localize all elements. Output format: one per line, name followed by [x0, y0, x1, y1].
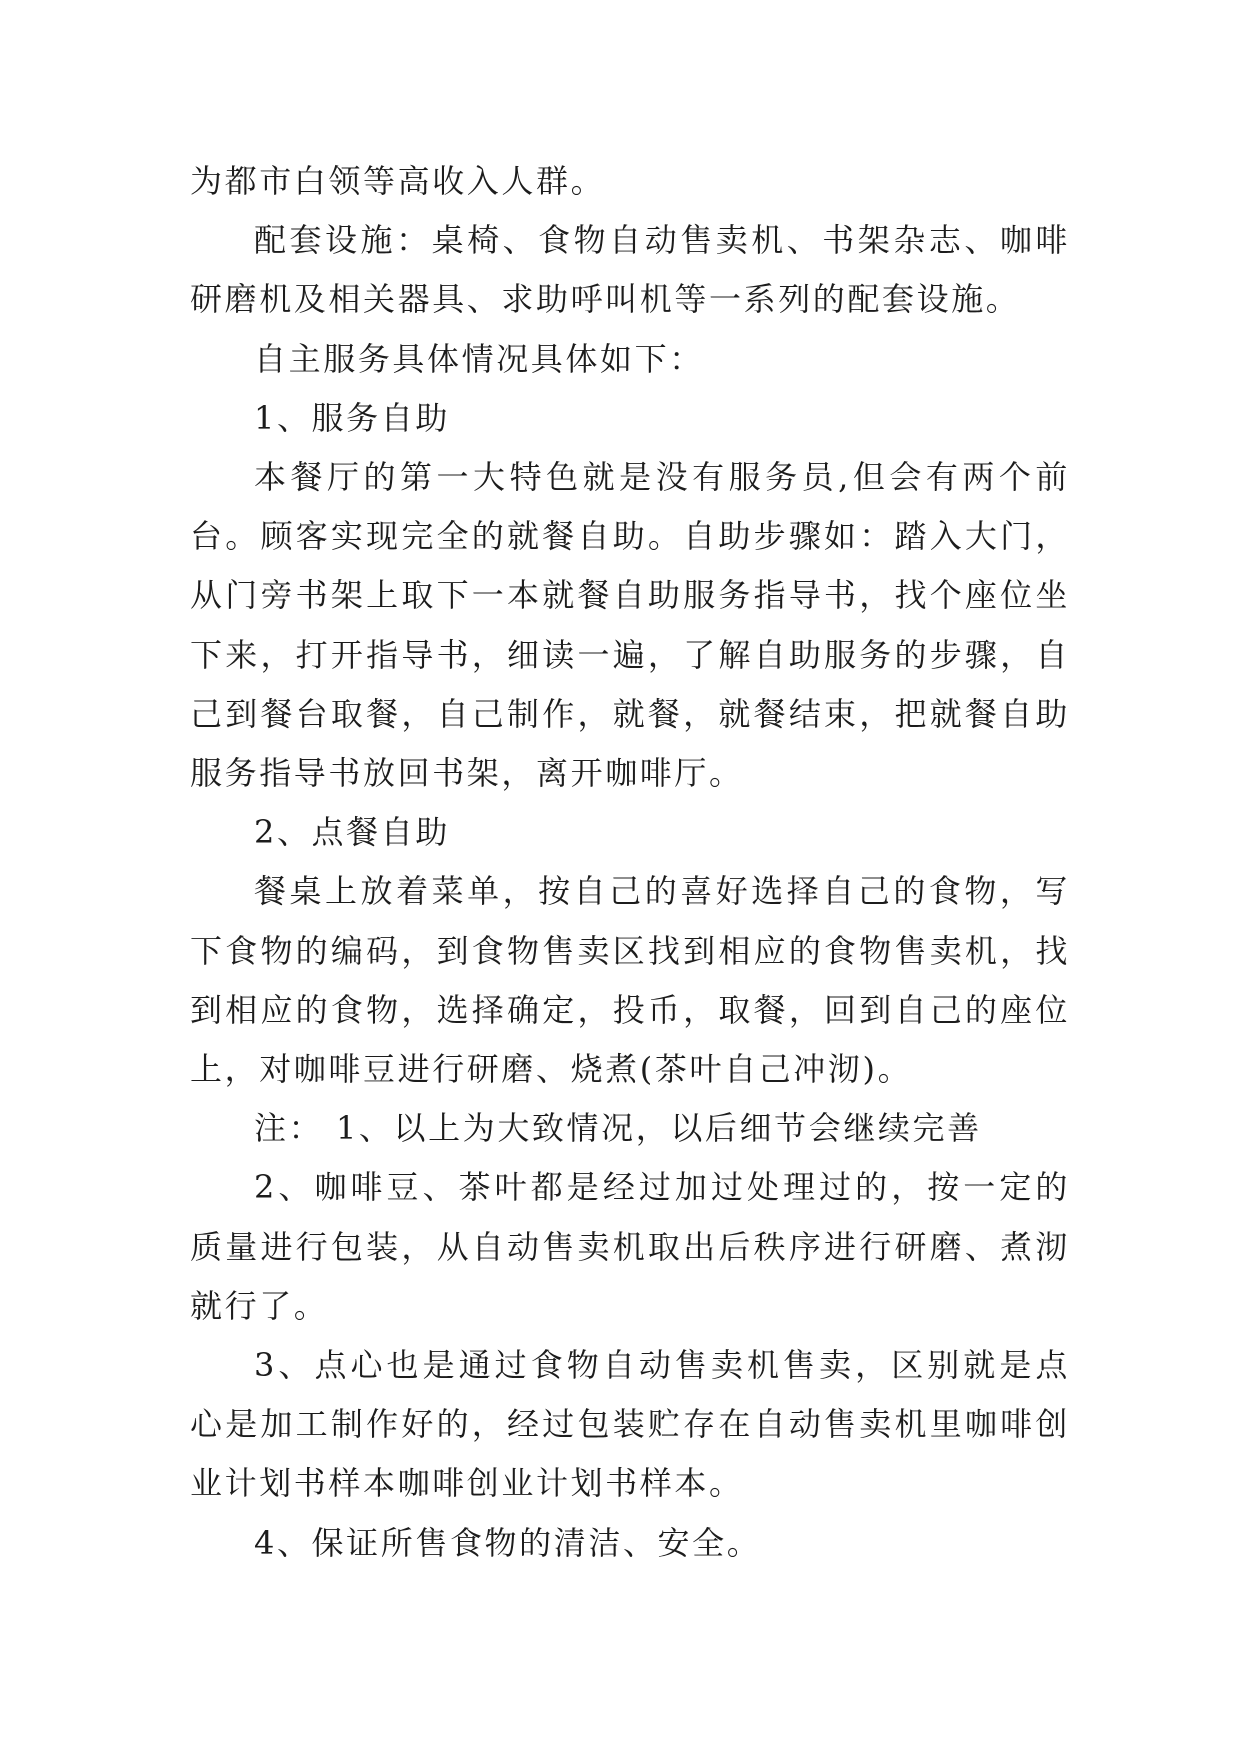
paragraph-self-service-intro: 自主服务具体情况具体如下： [254, 339, 704, 378]
paragraph-target-audience: 为都市白领等高收入人群。 [190, 162, 606, 200]
note-item-2: 2、咖啡豆、茶叶都是经过加过处理过的，按一定的质量进行包装，从自动售卖机取出后秩序进行研磨、煮沏就行了。 [190, 1168, 1070, 1325]
heading-ordering-self-help: 2、点餐自助 [254, 813, 450, 852]
paragraph-facilities: 配套设施：桌椅、食物自动售卖机、书架杂志、咖啡研磨机及相关器具、求助呼叫机等一系列的配套设施。 [190, 221, 1070, 319]
note-item-3: 3、点心也是通过食物自动售卖机售卖，区别就是点心是加工制作好的，经过包装贮存在自动售卖机里咖啡创业计划书样本咖啡创业计划书样本。 [190, 1346, 1070, 1503]
note-item-1: 注： 1、以上为大致情况，以后细节会继续完善 [254, 1109, 982, 1148]
heading-service-self-help: 1、服务自助 [254, 398, 450, 437]
note-item-4: 4、保证所售食物的清洁、安全。 [254, 1523, 762, 1562]
paragraph-service-self-help: 本餐厅的第一大特色就是没有服务员,但会有两个前台。顾客实现完全的就餐自助。自助步骤如：踏入大门，从门旁书架上取下一本就餐自助服务指导书，找个座位坐下来，打开指导书，细读一遍，了解自助服务的步骤，自己到餐台取餐，自己制作，就餐，就餐结束，把就餐自助服务指导书放回书架，离开咖啡厅。 [190, 458, 1070, 793]
document-body [190, 152, 1070, 1573]
paragraph-ordering-self-help: 餐桌上放着菜单，按自己的喜好选择自己的食物，写下食物的编码，到食物售卖区找到相应的食物售卖机，找到相应的食物，选择确定，投币，取餐，回到自己的座位上，对咖啡豆进行研磨、烧煮(茶叶自己冲沏)。 [190, 872, 1070, 1089]
